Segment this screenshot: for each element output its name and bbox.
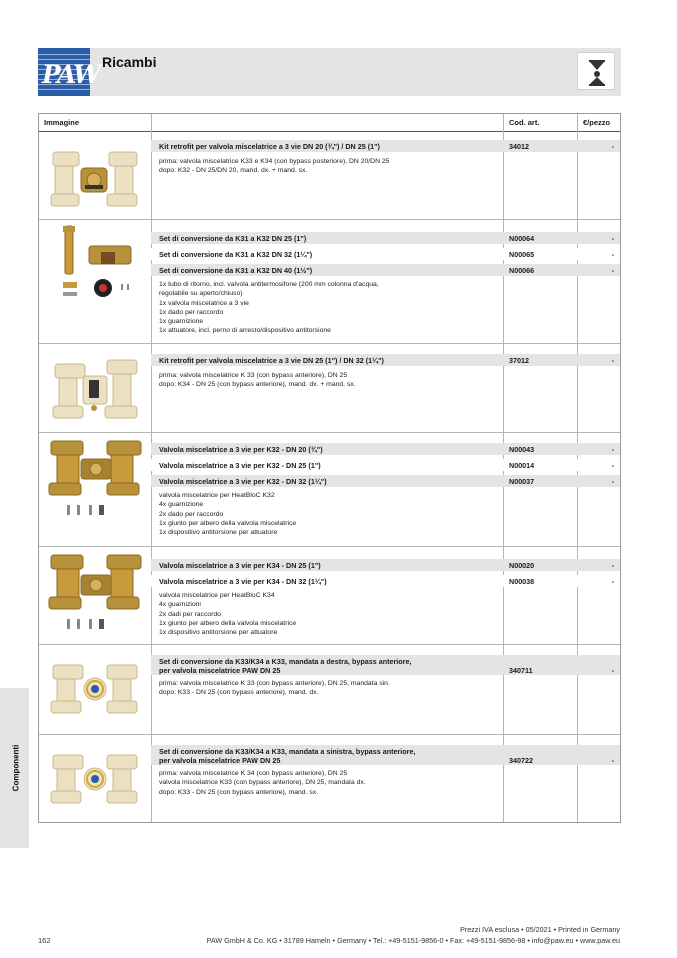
product-name: Kit retrofit per valvola miscelatrice a 3 vie DN 20 (¾") / DN 25 (1") <box>159 141 380 151</box>
product-image <box>45 653 145 729</box>
description-line: prima: valvola miscelatrice K 33 (con bypass anteriore), DN 25, mandata sin. <box>159 680 390 687</box>
column-header-price: €/pezzo <box>583 118 611 127</box>
row-divider <box>39 219 620 220</box>
product-description <box>159 280 499 336</box>
description-line: dopo: K34 - DN 25 (con bypass anteriore), mand. dx. + mand. sx. <box>159 381 356 389</box>
description-line: 4x guarnizione <box>159 501 204 509</box>
product-name-continued: per valvola miscelatrice PAW DN 25 <box>159 665 281 675</box>
product-name: Set di conversione da K33/K34 a K33, mandata a sinistra, bypass anteriore, <box>159 746 416 756</box>
product-description <box>159 591 499 637</box>
product-description <box>159 371 499 390</box>
product-name: Set di conversione da K31 a K32 DN 25 (1") <box>159 233 307 243</box>
description-line: 1x dispositivo antitorsione per attuatore <box>159 529 278 537</box>
product-item <box>151 459 620 471</box>
product-code: N00038 <box>509 576 535 586</box>
hourglass-icon <box>577 52 615 90</box>
description-line: 1x giunto per albero della valvola miscelatrice <box>159 519 297 527</box>
product-item <box>151 232 620 244</box>
description-line: dopo: K33 - DN 25 (con bypass anteriore), mand. sx. <box>159 788 319 796</box>
paw-logo <box>38 48 100 96</box>
description-line: prima: valvola miscelatrice K 33 (con bypass anteriore), DN 25 <box>159 372 348 379</box>
product-item <box>151 475 620 487</box>
description-line: 2x dado per raccordo <box>159 510 224 518</box>
product-price: - <box>611 460 614 470</box>
column-header-code: Cod. art. <box>509 118 540 127</box>
product-image <box>45 224 145 314</box>
product-description <box>159 769 499 797</box>
side-tab-label: Componenti <box>11 744 21 792</box>
product-code: 340722 <box>509 755 533 765</box>
product-description <box>159 679 499 698</box>
column-header-image: Immagine <box>44 118 80 127</box>
description-line: 1x tubo di ritorno, incl. valvola antitermosifone (200 mm colonna d'acqua, <box>159 281 379 288</box>
product-image <box>45 437 145 521</box>
product-item <box>151 745 620 765</box>
product-code: N00066 <box>509 265 535 275</box>
product-code: 34012 <box>509 141 529 151</box>
row-divider <box>39 644 620 645</box>
footer-note: Prezzi IVA esclusa • 05/2021 • Printed in Germany <box>460 925 620 934</box>
description-line: valvola miscelatrice per HeatBloC K34 <box>159 592 275 599</box>
product-description <box>159 491 499 537</box>
product-item <box>151 264 620 276</box>
product-price: - <box>611 265 614 275</box>
description-line: valvola miscelatrice K33 (con bypass anteriore), DN 25, mandata dx. <box>159 779 366 787</box>
product-code: N00064 <box>509 233 535 243</box>
product-name-continued: per valvola miscelatrice PAW DN 25 <box>159 755 281 765</box>
product-name: Valvola miscelatrice a 3 vie per K32 - DN 32 (1¼") <box>159 476 327 486</box>
product-item <box>151 140 620 152</box>
product-name: Set di conversione da K31 a K32 DN 40 (1½") <box>159 265 313 275</box>
row-divider <box>39 343 620 344</box>
product-name: Set di conversione da K31 a K32 DN 32 (1¼") <box>159 249 313 259</box>
description-line: regolabile su aperto/chiuso) <box>159 290 243 298</box>
page-number: 162 <box>38 936 51 945</box>
product-code: N00065 <box>509 249 535 259</box>
footer-address: PAW GmbH & Co. KG • 31789 Hameln • Germany • Tel.: +49-5151-9856-0 • Fax: +49-5151-9856-98 • info@paw.eu • www.paw.eu <box>206 936 620 945</box>
product-item <box>151 559 620 571</box>
product-price: - <box>611 755 614 765</box>
logo-text: PAW <box>42 60 100 89</box>
header-rule <box>39 131 620 132</box>
product-price: - <box>611 233 614 243</box>
product-name: Valvola miscelatrice a 3 vie per K32 - DN 25 (1") <box>159 460 321 470</box>
description-line: prima: valvola miscelatrice K33 e K34 (con bypass posteriore), DN 20/DN 25 <box>159 158 390 165</box>
product-image <box>45 743 145 819</box>
product-item <box>151 354 620 366</box>
product-image <box>45 350 145 428</box>
product-code: N00037 <box>509 476 535 486</box>
product-price: - <box>611 476 614 486</box>
product-name: Set di conversione da K33/K34 a K33, mandata a destra, bypass anteriore, <box>159 656 412 666</box>
product-price: - <box>611 665 614 675</box>
description-line: 1x dispositivo antitorsione per attuatore <box>159 629 278 637</box>
description-line: 1x valvola miscelatrice a 3 vie <box>159 299 249 307</box>
product-name: Valvola miscelatrice a 3 vie per K34 - DN 25 (1") <box>159 560 321 570</box>
product-price: - <box>611 141 614 151</box>
product-name: Kit retrofit per valvola miscelatrice a 3 vie DN 25 (1") / DN 32 (1¼") <box>159 355 384 365</box>
description-line: 4x guarnizioni <box>159 601 201 609</box>
product-item <box>151 248 620 260</box>
row-divider <box>39 546 620 547</box>
product-name: Valvola miscelatrice a 3 vie per K32 - DN 20 (¾") <box>159 444 323 454</box>
page-title: Ricambi <box>102 54 157 70</box>
description-line: valvola miscelatrice per HeatBloC K32 <box>159 492 275 499</box>
product-price: - <box>611 249 614 259</box>
row-divider <box>39 734 620 735</box>
product-code: 37012 <box>509 355 529 365</box>
description-line: prima: valvola miscelatrice K 34 (con bypass anteriore), DN 25 <box>159 770 348 777</box>
description-line: 1x attuatore, incl. perno di arresto/dispositivo antitorsione <box>159 327 331 335</box>
product-description <box>159 157 499 176</box>
product-name: Valvola miscelatrice a 3 vie per K34 - DN 32 (1¼") <box>159 576 327 586</box>
product-item <box>151 575 620 587</box>
product-item <box>151 443 620 455</box>
product-image <box>45 140 145 215</box>
product-code: N00043 <box>509 444 535 454</box>
product-code: N00014 <box>509 460 535 470</box>
description-line: dopo: K32 - DN 25/DN 20, mand. dx. + mand. sx. <box>159 167 308 175</box>
product-price: - <box>611 576 614 586</box>
row-divider <box>39 432 620 433</box>
description-line: 1x guarnizione <box>159 318 204 326</box>
product-image <box>45 551 145 635</box>
product-code: N00020 <box>509 560 535 570</box>
product-price: - <box>611 444 614 454</box>
side-tab <box>0 688 29 848</box>
description-line: 1x dado per raccordo <box>159 308 224 316</box>
product-item <box>151 655 620 675</box>
parts-table <box>38 113 621 823</box>
product-code: 340711 <box>509 665 533 675</box>
product-price: - <box>611 560 614 570</box>
description-line: 1x giunto per albero della valvola miscelatrice <box>159 619 297 627</box>
description-line: dopo: K33 - DN 25 (con bypass anteriore), mand. dx. <box>159 689 319 697</box>
product-price: - <box>611 355 614 365</box>
description-line: 2x dadi per raccordo <box>159 610 221 618</box>
